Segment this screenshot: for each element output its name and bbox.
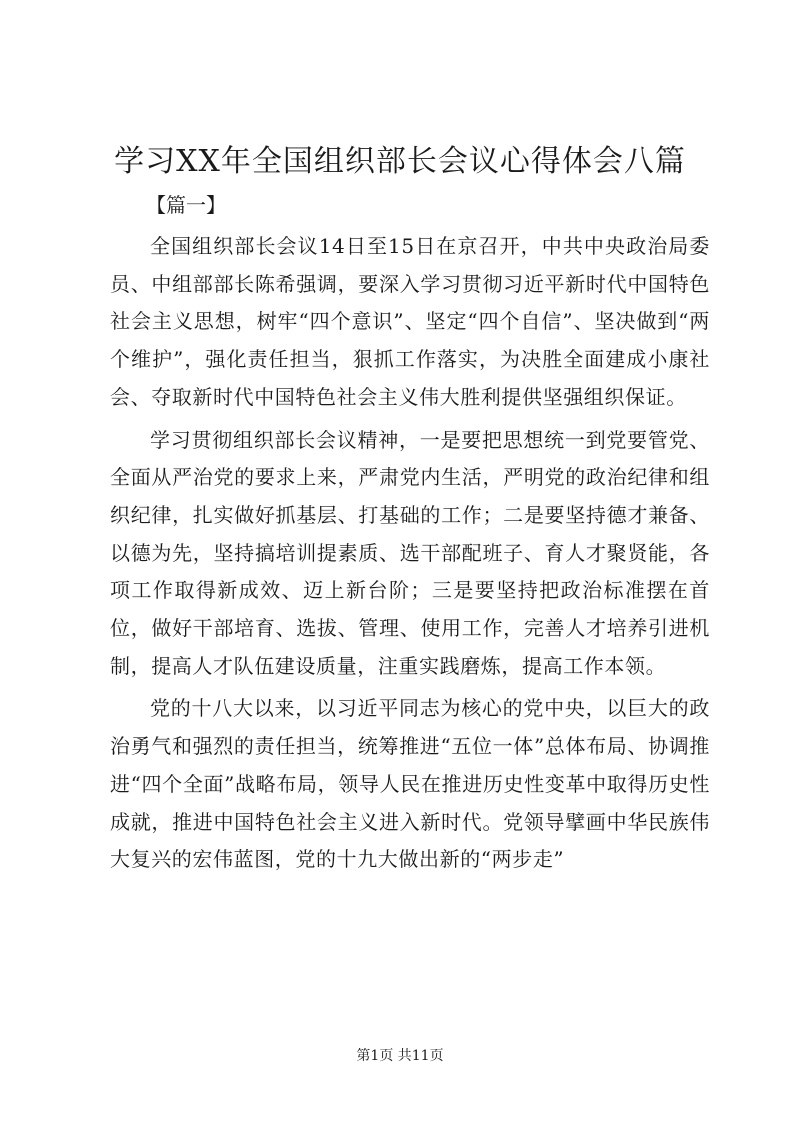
document-body — [110, 228, 710, 884]
document-title: 学习XX年全国组织部长会议心得体会八篇 — [114, 144, 686, 179]
section-label: 【篇一】 — [146, 193, 226, 217]
page-footer: 第1页 共11页 — [356, 1048, 444, 1064]
paragraph-2: 学习贯彻组织部长会议精神，一是要把思想统一到党要管党、全面从严治党的要求上来，严肃党内生活，严明党的政治纪律和组织纪律，扎实做好抓基层、打基础的工作；二是要坚持德才兼备、以德为先，坚持搞培训提素质、选干部配班子、育人才聚贤能，各项工作取得新成效、迈上新台阶；三是要坚持把政治标准摆在首位，做好干部培育、选拔、管理、使用工作，完善人才培养引进机制，提高人才队伍建设质量，注重实践磨炼，提高工作本领。 — [110, 427, 710, 678]
paragraph-3: 党的十八大以来，以习近平同志为核心的党中央，以巨大的政治勇气和强烈的责任担当，统筹推进“五位一体”总体布局、协调推进“四个全面”战略布局，领导人民在推进历史性变革中取得历史性成就，推进中国特色社会主义进入新时代。党领导擘画中华民族伟大复兴的宏伟蓝图，党的十九大做出新的“两步走” — [110, 696, 710, 872]
paragraph-1: 全国组织部长会议14日至15日在京召开，中共中央政治局委员、中组部部长陈希强调，要深入学习贯彻习近平新时代中国特色社会主义思想，树牢“四个意识”、坚定“四个自信”、坚决做到“两个维护”，强化责任担当，狠抓工作落实，为决胜全面建成小康社会、夺取新时代中国特色社会主义伟大胜利提供坚强组织保证。 — [110, 234, 710, 409]
